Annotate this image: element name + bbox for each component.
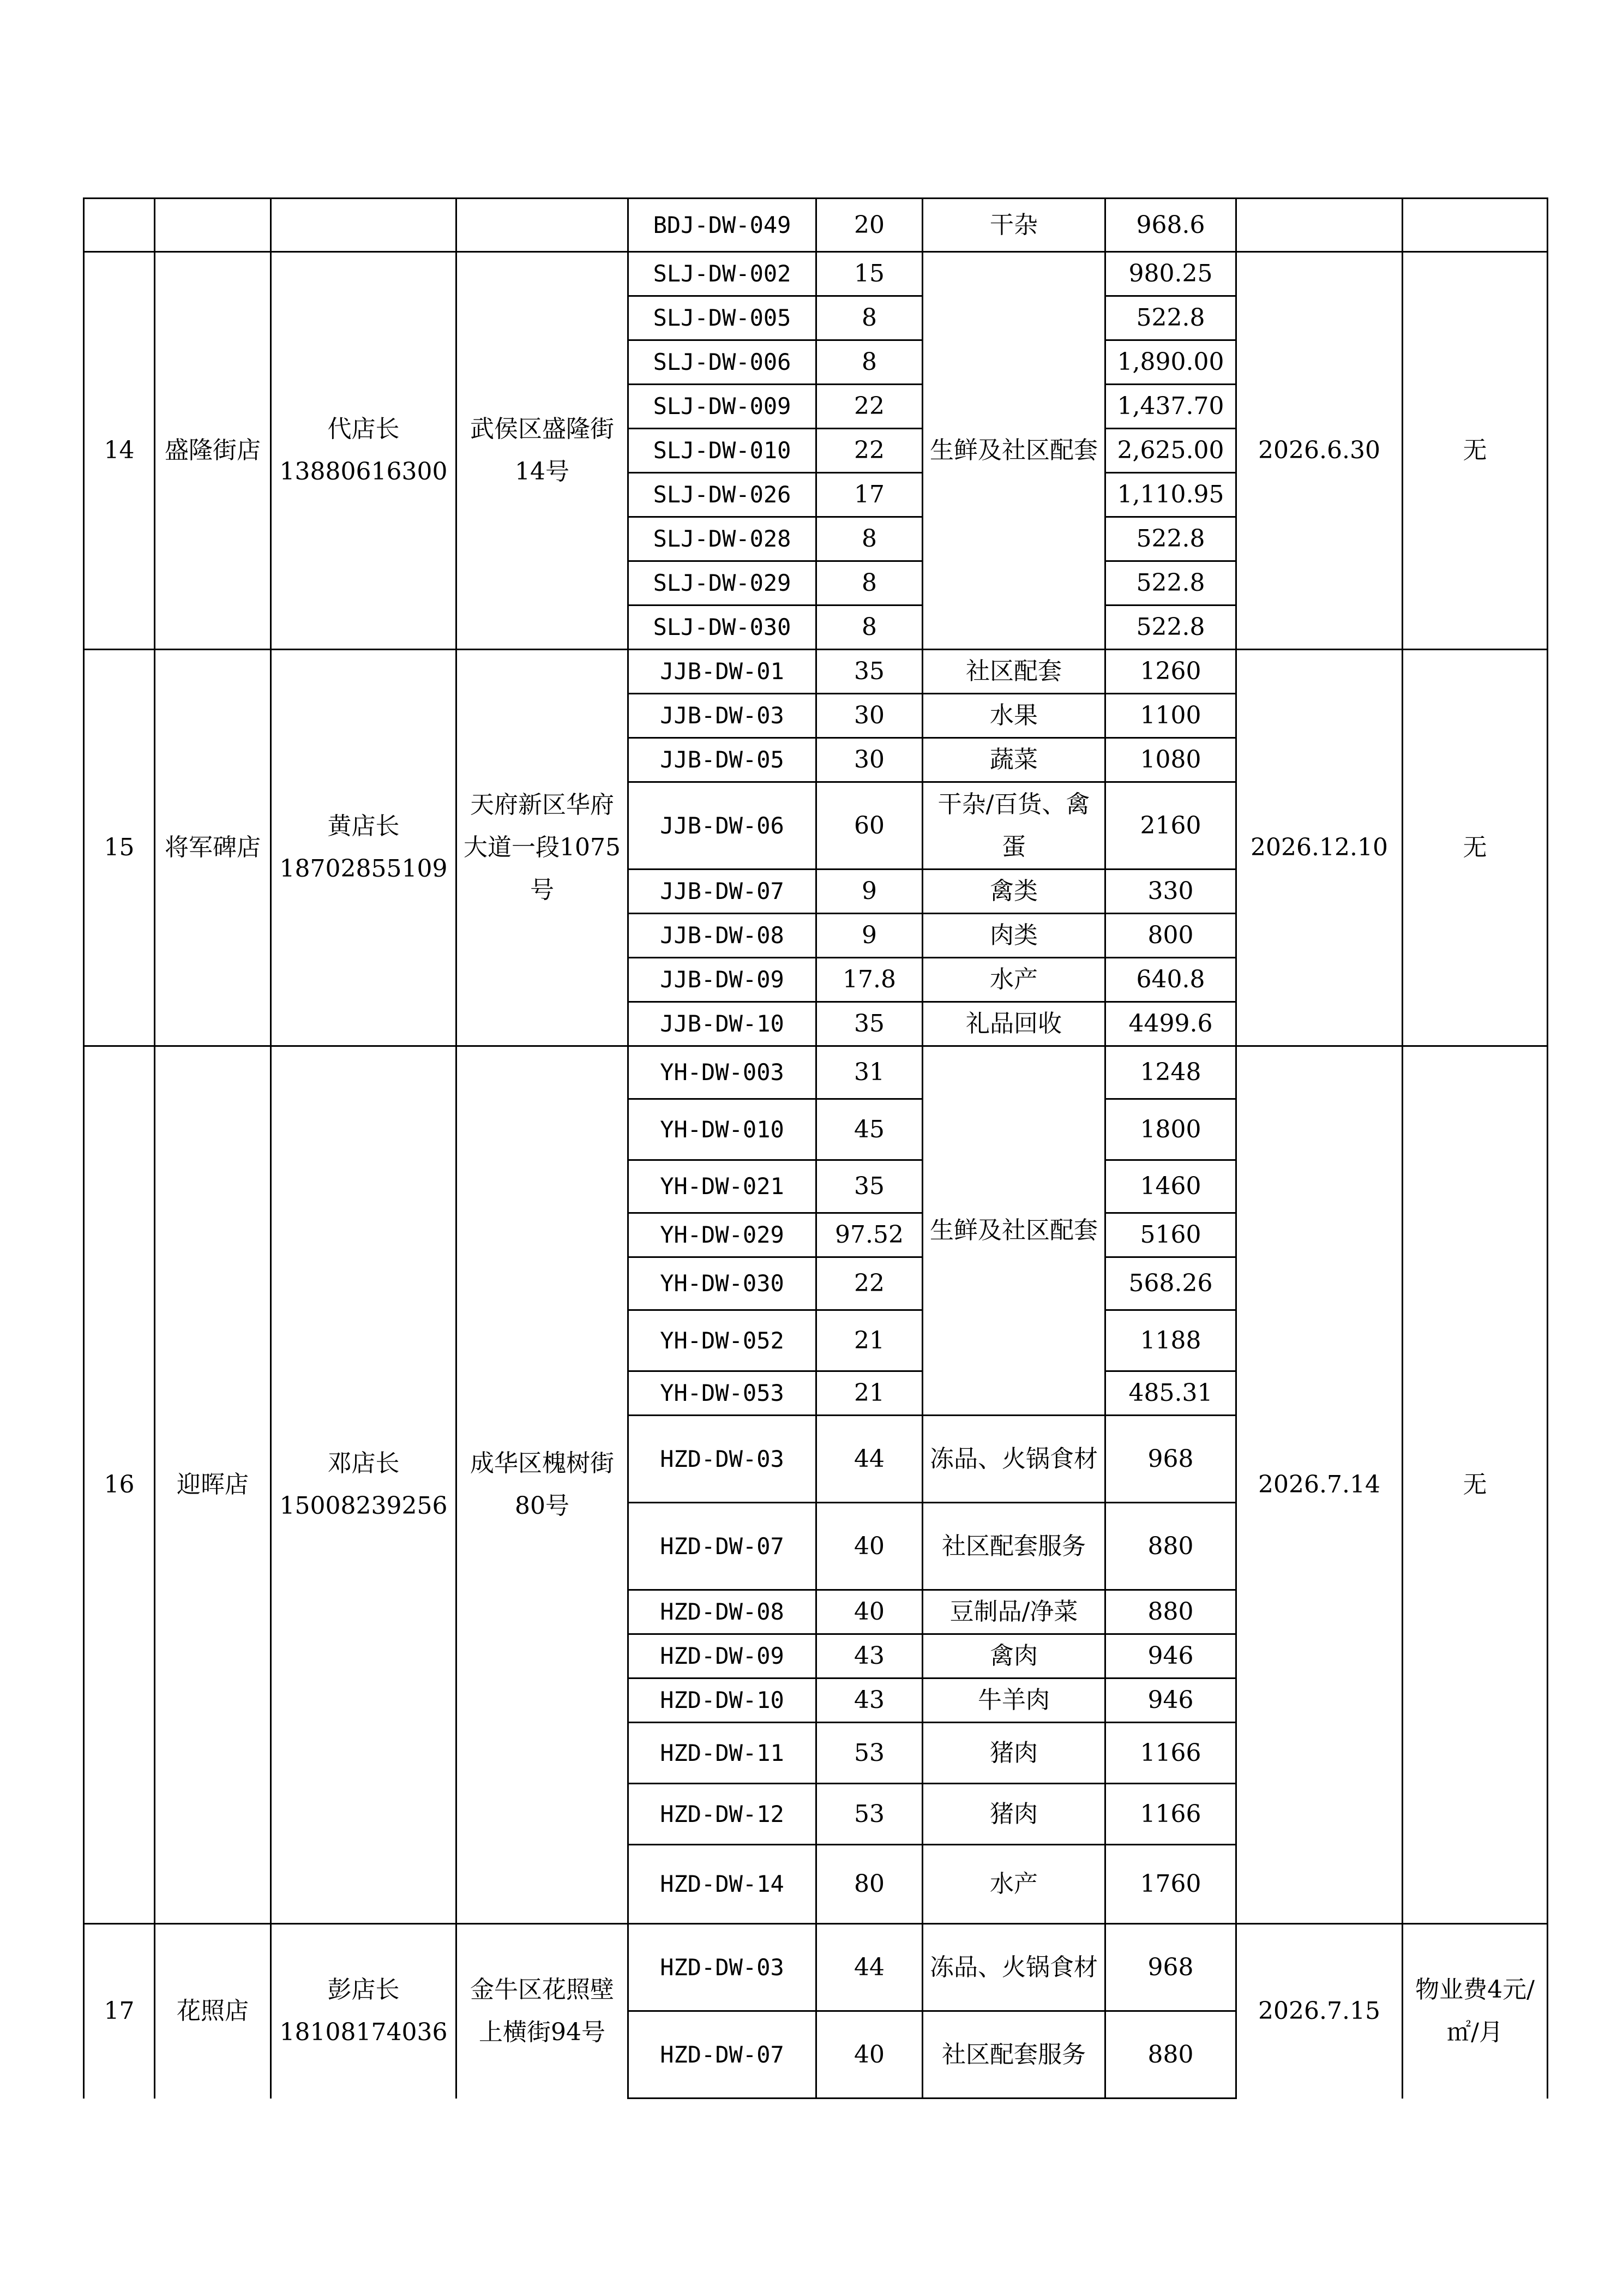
unit-code: SLJ-DW-029 [628, 561, 816, 606]
store-address: 武侯区盛隆街14号 [456, 252, 628, 650]
unit-use: 生鲜及社区配套 [923, 252, 1105, 650]
unit-rent: 880 [1105, 2011, 1236, 2099]
unit-code: YH-DW-030 [628, 1257, 816, 1310]
unit-area: 43 [816, 1634, 923, 1678]
remark: 物业费4元/㎡/月 [1403, 1924, 1548, 2099]
unit-code: YH-DW-029 [628, 1213, 816, 1257]
store-no: 14 [84, 252, 155, 650]
unit-area: 22 [816, 1257, 923, 1310]
unit-rent: 1460 [1105, 1160, 1236, 1213]
store-cell [155, 199, 271, 252]
unit-code: JJB-DW-10 [628, 1002, 816, 1046]
no-cell [84, 199, 155, 252]
unit-code: HZD-DW-03 [628, 1416, 816, 1503]
unit-rent: 522.8 [1105, 606, 1236, 650]
unit-code: YH-DW-021 [628, 1160, 816, 1213]
unit-code: HZD-DW-07 [628, 2011, 816, 2099]
unit-rent: 1,437.70 [1105, 385, 1236, 429]
unit-area: 30 [816, 738, 923, 782]
unit-area: 45 [816, 1099, 923, 1160]
unit-rent: 1260 [1105, 650, 1236, 694]
unit-area: 43 [816, 1678, 923, 1723]
unit-area: 15 [816, 252, 923, 296]
unit-code: HZD-DW-11 [628, 1723, 816, 1784]
unit-area: 40 [816, 1503, 923, 1590]
unit-code: HZD-DW-03 [628, 1924, 816, 2011]
unit-use: 禽类 [923, 870, 1105, 914]
unit-code: HZD-DW-08 [628, 1590, 816, 1634]
unit-rent: 1,110.95 [1105, 473, 1236, 517]
unit-use: 豆制品/净菜 [923, 1590, 1105, 1634]
unit-area: 40 [816, 2011, 923, 2099]
store-no: 15 [84, 650, 155, 1046]
unit-area: 17.8 [816, 958, 923, 1002]
unit-rent: 522.8 [1105, 296, 1236, 340]
lease-date: 2026.7.15 [1236, 1924, 1403, 2099]
unit-area: 21 [816, 1310, 923, 1371]
unit-rent: 968 [1105, 1416, 1236, 1503]
unit-area: 35 [816, 1160, 923, 1213]
unit-code: SLJ-DW-028 [628, 517, 816, 561]
manager-phone: 18108174036 [279, 2018, 448, 2047]
unit-use: 水产 [923, 1845, 1105, 1924]
store-name: 迎晖店 [155, 1046, 271, 1924]
date-cell [1236, 199, 1403, 252]
unit-area: 53 [816, 1723, 923, 1784]
manager-name: 邓店长 [327, 1449, 400, 1477]
unit-rent: 968.6 [1105, 199, 1236, 252]
store-address: 金牛区花照壁上横街94号 [456, 1924, 628, 2099]
unit-area: 80 [816, 1845, 923, 1924]
unit-rent: 1800 [1105, 1099, 1236, 1160]
unit-code: HZD-DW-12 [628, 1784, 816, 1845]
unit-area: 8 [816, 517, 923, 561]
manager-phone: 18702855109 [279, 855, 448, 883]
unit-code: JJB-DW-07 [628, 870, 816, 914]
unit-code: JJB-DW-09 [628, 958, 816, 1002]
store-address: 成华区槐树街80号 [456, 1046, 628, 1924]
unit-use: 冻品、火锅食材 [923, 1416, 1105, 1503]
unit-rent: 568.26 [1105, 1257, 1236, 1310]
unit-area: 9 [816, 914, 923, 958]
unit-use: 猪肉 [923, 1723, 1105, 1784]
unit-rent: 1760 [1105, 1845, 1236, 1924]
unit-area: 22 [816, 429, 923, 473]
unit-code: JJB-DW-05 [628, 738, 816, 782]
unit-code: HZD-DW-09 [628, 1634, 816, 1678]
unit-rent: 330 [1105, 870, 1236, 914]
unit-area: 8 [816, 561, 923, 606]
contact-cell [271, 199, 456, 252]
store-name: 盛隆街店 [155, 252, 271, 650]
unit-rent: 522.8 [1105, 561, 1236, 606]
unit-rent: 5160 [1105, 1213, 1236, 1257]
unit-rent: 522.8 [1105, 517, 1236, 561]
unit-code: YH-DW-010 [628, 1099, 816, 1160]
unit-area: 31 [816, 1046, 923, 1099]
unit-use: 礼品回收 [923, 1002, 1105, 1046]
unit-area: 9 [816, 870, 923, 914]
unit-rent: 968 [1105, 1924, 1236, 2011]
unit-rent: 1166 [1105, 1723, 1236, 1784]
unit-rent: 1080 [1105, 738, 1236, 782]
unit-area: 97.52 [816, 1213, 923, 1257]
unit-rent: 1166 [1105, 1784, 1236, 1845]
store-no: 16 [84, 1046, 155, 1924]
unit-use: 社区配套服务 [923, 2011, 1105, 2099]
unit-area: 17 [816, 473, 923, 517]
remark-cell [1403, 199, 1548, 252]
unit-code: SLJ-DW-009 [628, 385, 816, 429]
unit-rent: 1248 [1105, 1046, 1236, 1099]
unit-code: HZD-DW-14 [628, 1845, 816, 1924]
unit-code: JJB-DW-08 [628, 914, 816, 958]
unit-rent: 485.31 [1105, 1371, 1236, 1416]
unit-code: SLJ-DW-010 [628, 429, 816, 473]
unit-code: JJB-DW-06 [628, 782, 816, 870]
unit-use: 冻品、火锅食材 [923, 1924, 1105, 2011]
unit-rent: 4499.6 [1105, 1002, 1236, 1046]
unit-use: 水果 [923, 694, 1105, 738]
unit-code: SLJ-DW-030 [628, 606, 816, 650]
unit-use: 牛羊肉 [923, 1678, 1105, 1723]
unit-use: 干杂/百货、禽蛋 [923, 782, 1105, 870]
unit-code: SLJ-DW-005 [628, 296, 816, 340]
unit-use: 蔬菜 [923, 738, 1105, 782]
unit-code: YH-DW-003 [628, 1046, 816, 1099]
manager-name: 彭店长 [327, 1976, 400, 2004]
unit-code: BDJ-DW-049 [628, 199, 816, 252]
unit-area: 21 [816, 1371, 923, 1416]
store-no: 17 [84, 1924, 155, 2099]
manager-phone: 15008239256 [279, 1492, 448, 1520]
unit-code: SLJ-DW-026 [628, 473, 816, 517]
unit-rent: 880 [1105, 1503, 1236, 1590]
unit-code: HZD-DW-10 [628, 1678, 816, 1723]
lease-date: 2026.12.10 [1236, 650, 1403, 1046]
unit-area: 22 [816, 385, 923, 429]
unit-use: 社区配套 [923, 650, 1105, 694]
address-cell [456, 199, 628, 252]
unit-use: 禽肉 [923, 1634, 1105, 1678]
store-contact [271, 252, 456, 650]
remark: 无 [1403, 650, 1548, 1046]
unit-code: SLJ-DW-002 [628, 252, 816, 296]
unit-area: 8 [816, 340, 923, 385]
unit-rent: 640.8 [1105, 958, 1236, 1002]
unit-rent: 2,625.00 [1105, 429, 1236, 473]
lease-date: 2026.6.30 [1236, 252, 1403, 650]
store-contact [271, 650, 456, 1046]
store-address: 天府新区华府大道一段1075号 [456, 650, 628, 1046]
manager-name: 黄店长 [327, 812, 400, 840]
store-contact [271, 1924, 456, 2099]
unit-rent: 1,890.00 [1105, 340, 1236, 385]
unit-rent: 880 [1105, 1590, 1236, 1634]
unit-area: 60 [816, 782, 923, 870]
unit-area: 35 [816, 1002, 923, 1046]
unit-area: 53 [816, 1784, 923, 1845]
unit-area: 44 [816, 1416, 923, 1503]
manager-phone: 13880616300 [279, 458, 448, 485]
remark: 无 [1403, 252, 1548, 650]
unit-area: 8 [816, 606, 923, 650]
unit-rent: 1100 [1105, 694, 1236, 738]
unit-area: 40 [816, 1590, 923, 1634]
unit-rent: 946 [1105, 1634, 1236, 1678]
manager-name: 代店长 [327, 415, 400, 443]
lease-date: 2026.7.14 [1236, 1046, 1403, 1924]
remark: 无 [1403, 1046, 1548, 1924]
unit-rent: 980.25 [1105, 252, 1236, 296]
unit-area: 8 [816, 296, 923, 340]
unit-rent: 2160 [1105, 782, 1236, 870]
unit-code: HZD-DW-07 [628, 1503, 816, 1590]
unit-use: 生鲜及社区配套 [923, 1046, 1105, 1416]
unit-use: 干杂 [923, 199, 1105, 252]
unit-use: 水产 [923, 958, 1105, 1002]
unit-code: YH-DW-052 [628, 1310, 816, 1371]
unit-rent: 800 [1105, 914, 1236, 958]
unit-code: SLJ-DW-006 [628, 340, 816, 385]
store-lease-table [83, 197, 1548, 2099]
unit-rent: 1188 [1105, 1310, 1236, 1371]
unit-area: 35 [816, 650, 923, 694]
store-name: 将军碑店 [155, 650, 271, 1046]
unit-rent: 946 [1105, 1678, 1236, 1723]
unit-code: JJB-DW-03 [628, 694, 816, 738]
store-name: 花照店 [155, 1924, 271, 2099]
unit-use: 社区配套服务 [923, 1503, 1105, 1590]
unit-area: 44 [816, 1924, 923, 2011]
unit-use: 猪肉 [923, 1784, 1105, 1845]
store-contact [271, 1046, 456, 1924]
unit-code: JJB-DW-01 [628, 650, 816, 694]
unit-area: 30 [816, 694, 923, 738]
unit-area: 20 [816, 199, 923, 252]
unit-use: 肉类 [923, 914, 1105, 958]
unit-code: YH-DW-053 [628, 1371, 816, 1416]
